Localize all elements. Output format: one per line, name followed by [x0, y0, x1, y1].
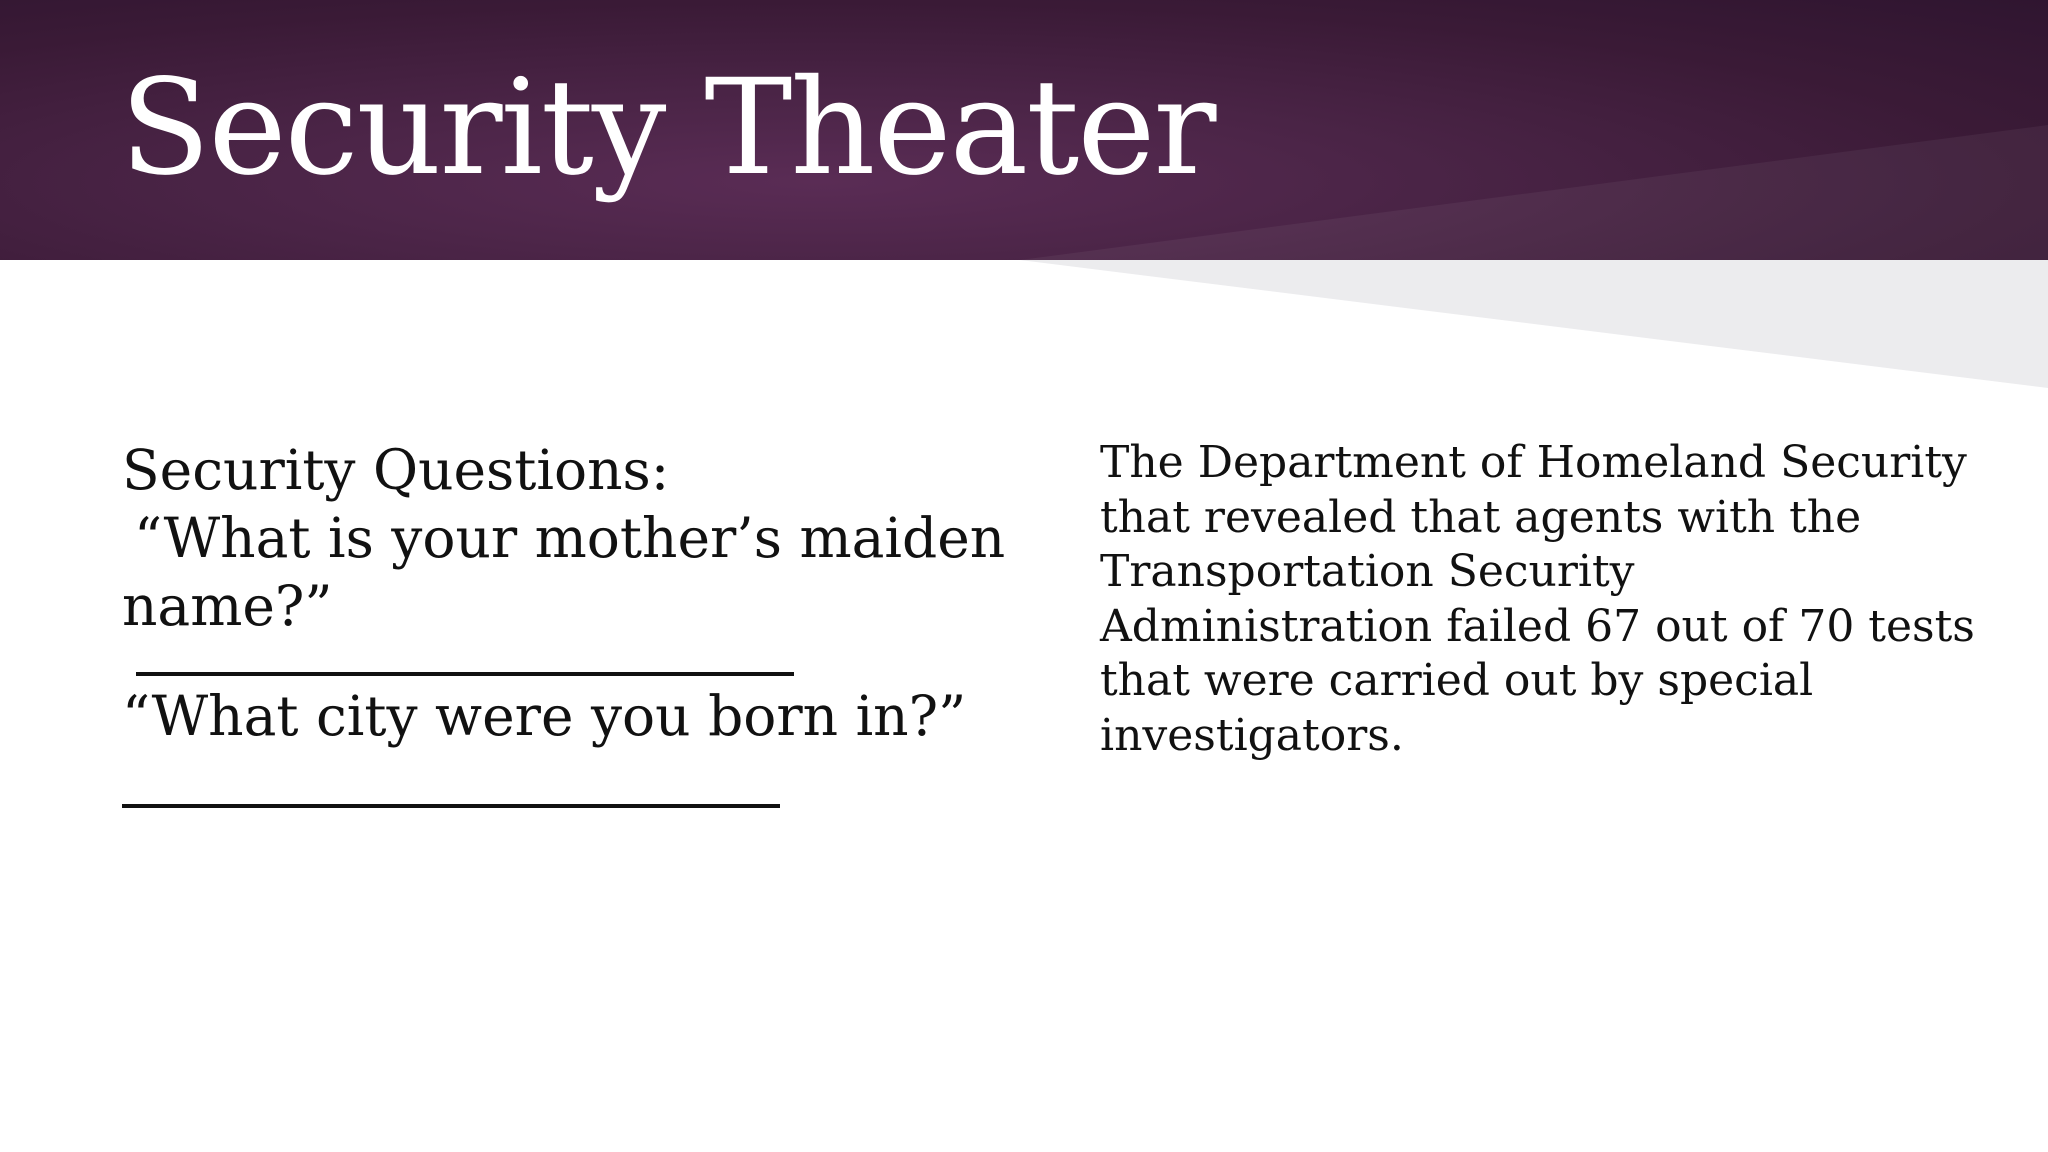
question-mother-maiden-name-line-1: “What is your mother’s maiden: [134, 506, 1006, 570]
answer-blank-1: [136, 672, 794, 676]
question-birth-city: “What city were you born in?”: [122, 684, 967, 748]
question-mother-maiden-name-line-2: name?”: [122, 574, 333, 638]
tsa-fact-paragraph: The Department of Homeland Security that revealed that agents with the Transportation Security Administration failed 67 out of 70 tests that were carried out by special investigators.: [1100, 437, 1975, 761]
security-questions-heading: Security Questions:: [122, 438, 670, 502]
slide-title: Security Theater: [120, 51, 1215, 205]
tsa-fact-column: [1100, 436, 1980, 763]
security-questions-column: [122, 436, 1022, 808]
gray-wedge: [1020, 260, 2048, 388]
answer-blank-2: [122, 804, 780, 808]
